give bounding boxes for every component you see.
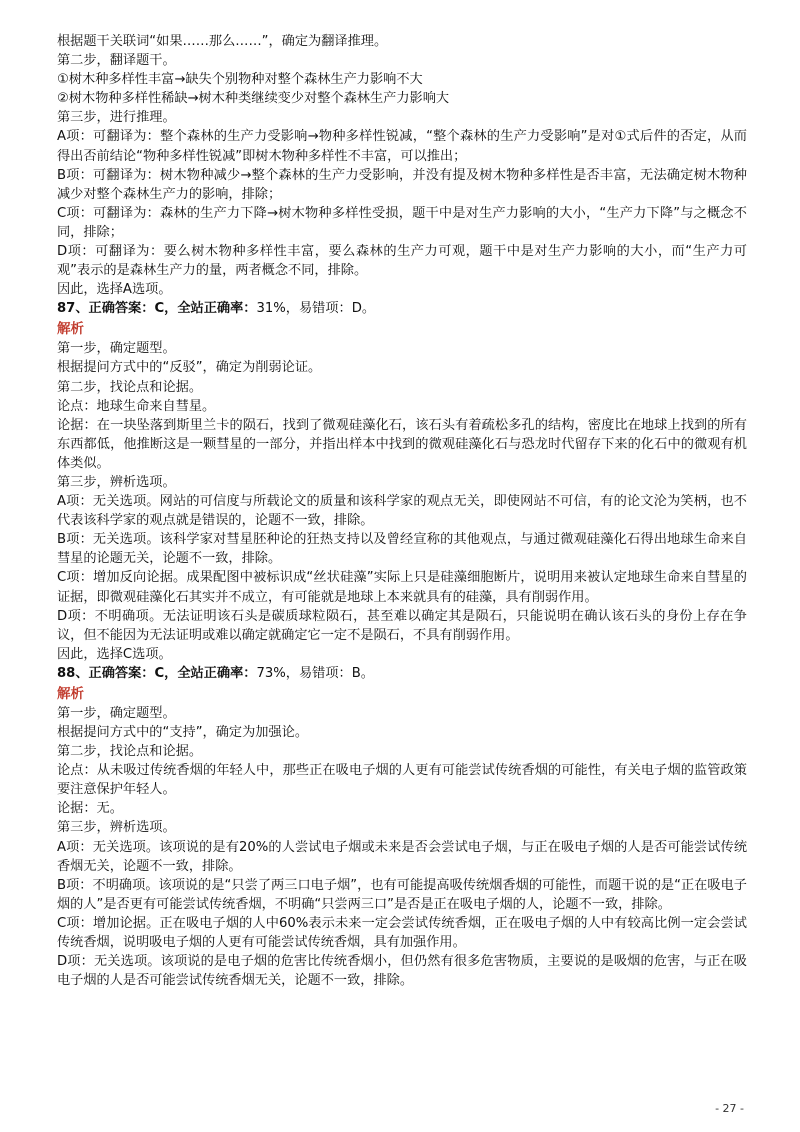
evidence-line: 论据：在一块坠落到斯里兰卡的陨石，找到了微观硅藻化石，该石头有着疏松多孔的结构，密度比在地球上找到的所有东西都低，他推断这是一颗彗星的一部分，并指出样本中找到的微观硅藻化石与恐龙时代留存下来的化石中的微观有机体类似。 — [57, 417, 747, 471]
text-line: 第三步，进行推理。 — [57, 110, 176, 126]
option-b-analysis: B项：可翻译为：树木物种减少→整个森林的生产力受影响，并没有提及树木物种多样性是否丰富，无法确定树木物种减少对整个森林生产力的影响，排除； — [57, 167, 747, 202]
option-c-analysis: C项：可翻译为：森林的生产力下降→树木物种多样性受损，题干中是对生产力影响的大小，“生产力下降”与之概念不同，排除； — [57, 205, 747, 240]
conclusion-line: 因此，选择C选项。 — [57, 646, 172, 662]
section-86-tail — [57, 32, 747, 299]
conclusion-line: 因此，选择A选项。 — [57, 282, 172, 298]
text-line: 根据提问方式中的“反驳”，确定为削弱论证。 — [57, 360, 322, 376]
answer-stats: 31%，易错项：D。 — [256, 301, 376, 317]
option-d-analysis: D项：可翻译为：要么树木物种多样性丰富，要么森林的生产力可观，题干中是对生产力影响的大小，而“生产力可观”表示的是森林生产力的量，两者概念不同，排除。 — [57, 244, 747, 279]
option-b-analysis: B项：无关选项。该科学家对彗星胚种论的狂热支持以及曾经宣称的其他观点，与通过微观硅藻化石得出地球生命来自彗星的论题无关，论题不一致，排除。 — [57, 532, 747, 567]
analysis-label-87: 解析 — [57, 321, 84, 338]
option-a-analysis: A项：无关选项。网站的可信度与所载论文的质量和该科学家的观点无关，即使网站不可信，有的论文沦为笑柄，也不代表该科学家的观点就是错误的，论题不一致，排除。 — [57, 494, 747, 529]
answer-heading-text: 87、正确答案：C，全站正确率： — [57, 301, 257, 317]
text-line: 根据题干关联词“如果……那么……”，确定为翻译推理。 — [57, 34, 388, 49]
page-number: - 27 - — [715, 1102, 744, 1115]
argument-line: 论点：地球生命来自彗星。 — [57, 398, 216, 414]
text-line: 第一步，确定题型。 — [57, 705, 176, 721]
question-88 — [57, 664, 747, 990]
answer-stats: 73%，易错项：B。 — [256, 665, 374, 681]
option-c-analysis: C项：增加反向论据。成果配图中被标识成“丝状硅藻”实际上只是硅藻细胞断片，说明用来被认定地球生命来自彗星的证据，即微观硅藻化石其实并不成立，有可能就是地球上本来就具有的硅藻，具有削弱作用。 — [57, 570, 747, 605]
answer-heading-88 — [57, 664, 747, 684]
option-b-analysis: B项：不明确项。该项说的是“只尝了两三口电子烟”，也有可能提高吸传统烟香烟的可能性，而题干说的是“正在吸电子烟的人”是否更有可能尝试传统香烟，不明确“只尝两三口”是否是正在吸电子烟的人，论题不一致，排除。 — [57, 877, 747, 912]
argument-line: 论点：从未吸过传统香烟的年轻人中，那些正在吸电子烟的人更有可能尝试传统香烟的可能性，有关电子烟的监管政策要注意保护年轻人。 — [57, 763, 747, 798]
text-line: 第一步，确定题型。 — [57, 341, 176, 357]
option-a-analysis: A项：可翻译为：整个森林的生产力受影响→物种多样性锐减，“整个森林的生产力受影响”是对①式后件的否定，从而得出否前结论“物种多样性锐减”即树木物种多样性不丰富，可以推出； — [57, 129, 747, 164]
question-87 — [57, 299, 747, 664]
text-line: 第二步，翻译题干。 — [57, 53, 176, 69]
text-line: 第三步，辨析选项。 — [57, 474, 176, 490]
analysis-label-88: 解析 — [57, 685, 84, 702]
text-line: 第三步，辨析选项。 — [57, 820, 176, 836]
text-line: 第二步，找论点和论据。 — [57, 744, 203, 760]
answer-heading-87 — [57, 299, 747, 319]
document-page — [57, 32, 747, 990]
evidence-line: 论据：无。 — [57, 801, 123, 817]
option-a-analysis: A项：无关选项。该项说的是有20%的人尝试电子烟或未来是否会尝试电子烟，与正在吸电子烟的人是否可能尝试传统香烟无关，论题不一致，排除。 — [57, 839, 747, 874]
text-line: ①树木种多样性丰富→缺失个别物种对整个森林生产力影响不大 — [57, 72, 423, 88]
text-line: 根据提问方式中的“支持”，确定为加强论。 — [57, 725, 309, 740]
text-line: ②树木物种多样性稀缺→树木种类继续变少对整个森林生产力影响大 — [57, 91, 450, 107]
option-c-analysis: C项：增加论据。正在吸电子烟的人中60%表示未来一定会尝试传统香烟，正在吸电子烟的人中有较高比例一定会尝试传统香烟，说明吸电子烟的人更有可能尝试传统香烟，具有加强作用。 — [57, 915, 747, 951]
option-d-analysis: D项：不明确项。无法证明该石头是碳质球粒陨石，甚至难以确定其是陨石，只能说明在确认该石头的身份上存在争议，但不能因为无法证明或难以确定就确定它一定不是陨石，不具有削弱作用。 — [57, 608, 747, 643]
answer-heading-text: 88、正确答案：C，全站正确率： — [57, 665, 257, 681]
text-line: 第二步，找论点和论据。 — [57, 379, 203, 395]
option-d-analysis: D项：无关选项。该项说的是电子烟的危害比传统香烟小，但仍然有很多危害物质，主要说的是吸烟的危害，与正在吸电子烟的人是否可能尝试传统香烟无关，论题不一致，排除。 — [57, 954, 747, 989]
